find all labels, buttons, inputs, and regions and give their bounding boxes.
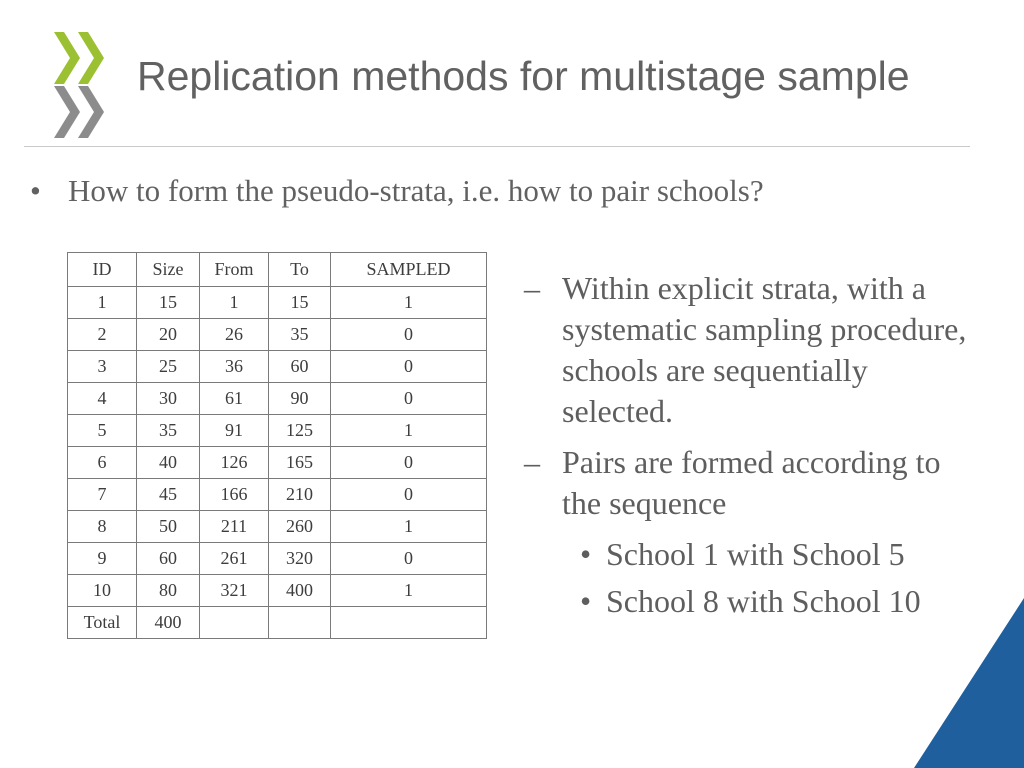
cell-size: 50	[137, 511, 200, 543]
cell-from: 1	[200, 287, 269, 319]
table-row	[68, 415, 487, 447]
cell-id: 7	[68, 479, 137, 511]
cell-sampled: 0	[331, 479, 487, 511]
cell-to	[269, 607, 331, 639]
cell-from: 261	[200, 543, 269, 575]
cell-from: 126	[200, 447, 269, 479]
cell-sampled: 0	[331, 383, 487, 415]
cell-from: 61	[200, 383, 269, 415]
title-divider	[24, 146, 970, 147]
cell-size: 80	[137, 575, 200, 607]
table-row	[68, 351, 487, 383]
cell-size: 400	[137, 607, 200, 639]
table-header-row	[68, 253, 487, 287]
header-id: ID	[68, 253, 137, 287]
cell-sampled: 0	[331, 351, 487, 383]
table-row	[68, 543, 487, 575]
oecd-logo-icon	[54, 32, 110, 140]
cell-id: 1	[68, 287, 137, 319]
table-row	[68, 575, 487, 607]
cell-sampled: 1	[331, 511, 487, 543]
point-text: Pairs are formed according to the sequence	[562, 444, 941, 521]
cell-to: 260	[269, 511, 331, 543]
subpoint-text: School 8 with School 10	[606, 583, 921, 619]
bullet-glyph: •	[30, 173, 41, 208]
cell-sampled: 1	[331, 287, 487, 319]
cell-id: Total	[68, 607, 137, 639]
table-row	[68, 607, 487, 639]
cell-to: 400	[269, 575, 331, 607]
cell-from: 166	[200, 479, 269, 511]
cell-sampled: 1	[331, 415, 487, 447]
subpoint-text: School 1 with School 5	[606, 536, 905, 572]
cell-to: 60	[269, 351, 331, 383]
dash-glyph: –	[524, 270, 540, 306]
cell-size: 40	[137, 447, 200, 479]
explanation-list	[524, 268, 984, 622]
cell-to: 320	[269, 543, 331, 575]
list-item	[524, 442, 984, 524]
sub-bullet-glyph: •	[580, 583, 592, 619]
cell-from: 26	[200, 319, 269, 351]
table-row	[68, 447, 487, 479]
cell-size: 60	[137, 543, 200, 575]
header-size: Size	[137, 253, 200, 287]
cell-id: 9	[68, 543, 137, 575]
list-item	[524, 268, 984, 432]
cell-id: 8	[68, 511, 137, 543]
header-from: From	[200, 253, 269, 287]
cell-from: 321	[200, 575, 269, 607]
header-to: To	[269, 253, 331, 287]
sampling-table	[67, 252, 487, 639]
cell-sampled: 0	[331, 447, 487, 479]
cell-from: 211	[200, 511, 269, 543]
cell-id: 3	[68, 351, 137, 383]
sub-list-item	[524, 534, 984, 575]
cell-to: 15	[269, 287, 331, 319]
main-bullet-text: How to form the pseudo-strata, i.e. how to pair schools?	[68, 173, 764, 208]
sub-bullet-glyph: •	[580, 536, 592, 572]
slide-title: Replication methods for multistage sample	[137, 53, 910, 99]
corner-accent-shape	[914, 598, 1024, 768]
cell-to: 165	[269, 447, 331, 479]
cell-size: 15	[137, 287, 200, 319]
cell-sampled: 0	[331, 543, 487, 575]
cell-size: 20	[137, 319, 200, 351]
cell-from: 36	[200, 351, 269, 383]
cell-id: 10	[68, 575, 137, 607]
cell-size: 45	[137, 479, 200, 511]
cell-from	[200, 607, 269, 639]
table-row	[68, 479, 487, 511]
cell-id: 5	[68, 415, 137, 447]
point-text: Within explicit strata, with a systematic sampling procedure, schools are sequentially selected.	[562, 270, 967, 429]
cell-size: 30	[137, 383, 200, 415]
table-row	[68, 287, 487, 319]
cell-sampled	[331, 607, 487, 639]
cell-to: 125	[269, 415, 331, 447]
cell-to: 35	[269, 319, 331, 351]
cell-id: 6	[68, 447, 137, 479]
cell-size: 25	[137, 351, 200, 383]
table-row	[68, 511, 487, 543]
cell-sampled: 1	[331, 575, 487, 607]
cell-to: 90	[269, 383, 331, 415]
header-sampled: SAMPLED	[331, 253, 487, 287]
dash-glyph: –	[524, 444, 540, 480]
cell-from: 91	[200, 415, 269, 447]
cell-id: 4	[68, 383, 137, 415]
cell-to: 210	[269, 479, 331, 511]
cell-size: 35	[137, 415, 200, 447]
table-body	[68, 287, 487, 639]
cell-sampled: 0	[331, 319, 487, 351]
cell-id: 2	[68, 319, 137, 351]
table-row	[68, 383, 487, 415]
table-row	[68, 319, 487, 351]
main-bullet	[30, 170, 764, 212]
